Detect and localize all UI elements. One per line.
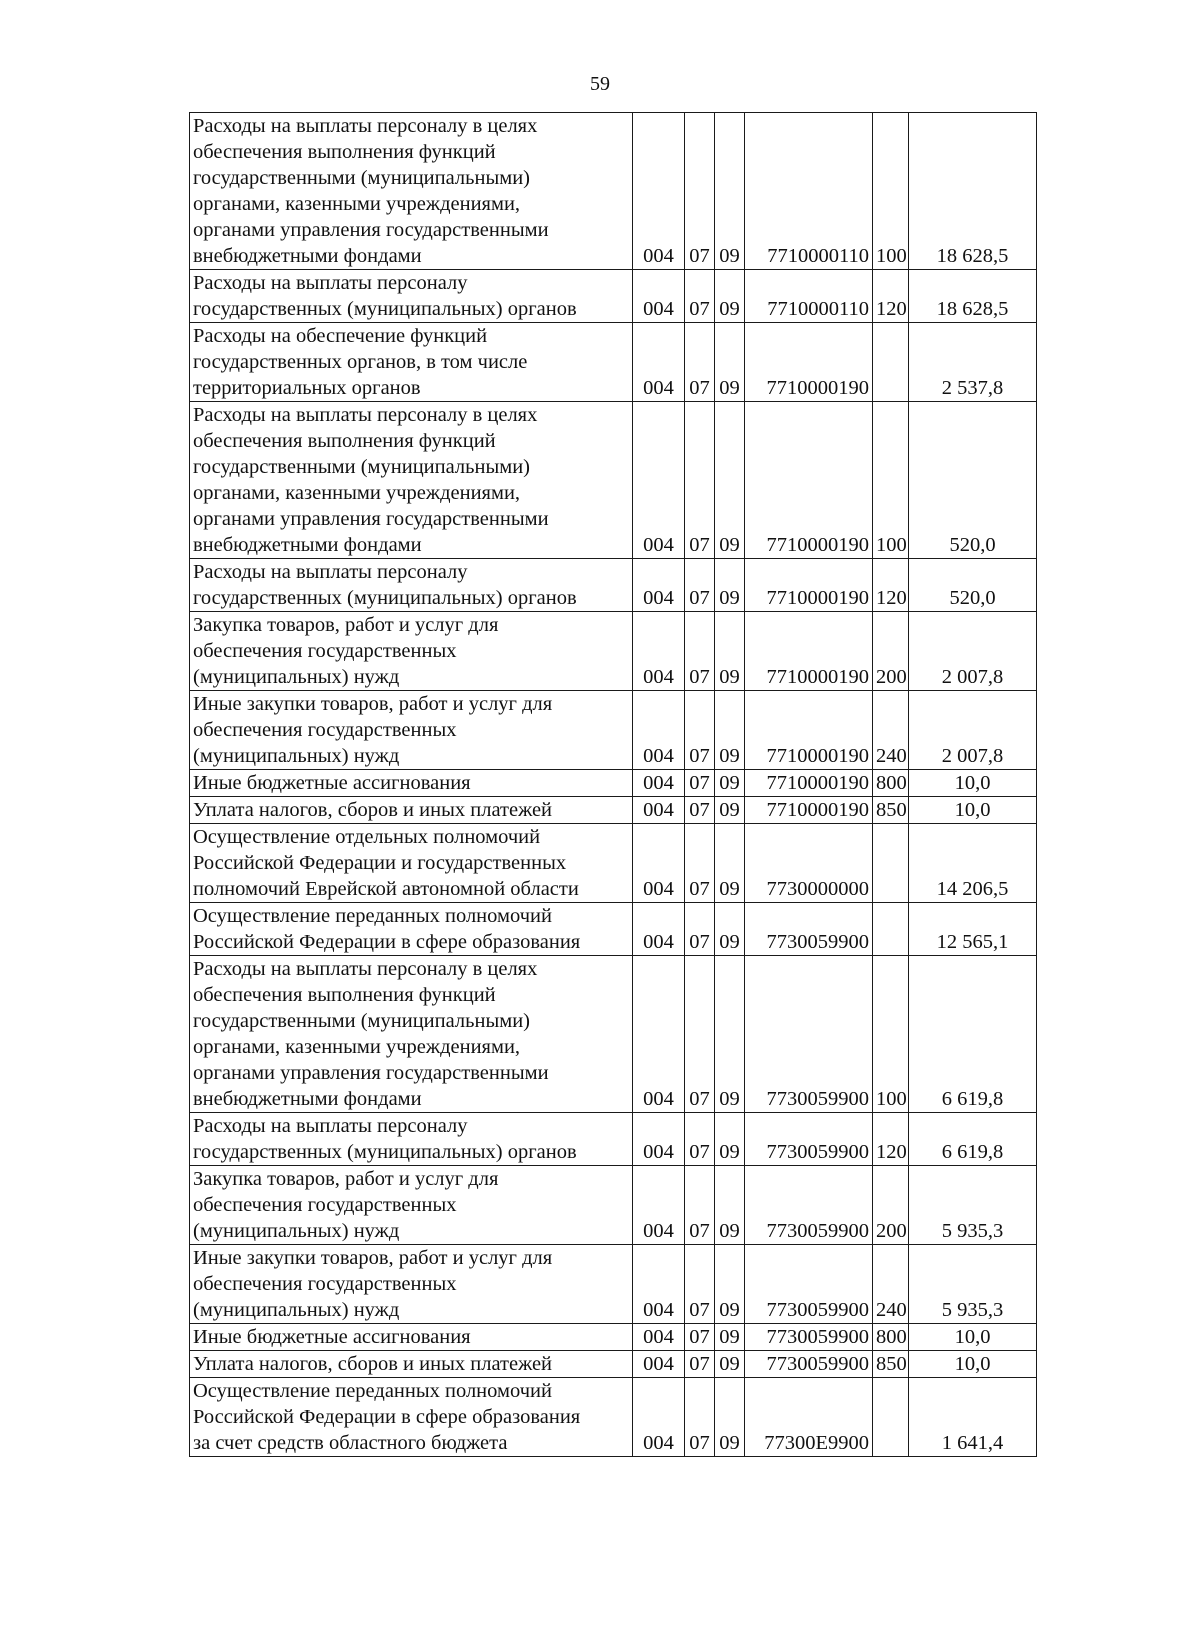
ministry-code-cell: 004 xyxy=(633,1324,685,1351)
expense-type-cell xyxy=(873,903,909,956)
expense-name-cell xyxy=(190,323,633,402)
expense-name-line: Осуществление переданных полномочий xyxy=(193,905,552,927)
section-code-cell: 07 xyxy=(685,1113,715,1166)
ministry-code-cell: 004 xyxy=(633,1351,685,1378)
expense-name-line: органами, казенными учреждениями, xyxy=(193,1036,521,1058)
expense-name-line: Иные закупки товаров, работ и услуг для xyxy=(193,693,553,715)
subsection-code-cell: 09 xyxy=(715,691,745,770)
amount-cell: 14 206,5 xyxy=(909,824,1037,903)
table-row xyxy=(190,612,1037,691)
expense-type-cell: 100 xyxy=(873,113,909,270)
expense-type-cell xyxy=(873,1378,909,1457)
target-article-cell: 7710000190 xyxy=(745,770,873,797)
expense-name-line: Расходы на выплаты персоналу xyxy=(193,1115,468,1137)
target-article-cell: 7730059900 xyxy=(745,903,873,956)
amount-cell: 2 007,8 xyxy=(909,612,1037,691)
amount-cell: 12 565,1 xyxy=(909,903,1037,956)
amount-cell: 520,0 xyxy=(909,402,1037,559)
expense-name-line: обеспечения государственных xyxy=(193,1194,457,1216)
table-row xyxy=(190,797,1037,824)
table-row xyxy=(190,1113,1037,1166)
ministry-code-cell: 004 xyxy=(633,1166,685,1245)
ministry-code-cell: 004 xyxy=(633,323,685,402)
expense-name-line: за счет средств областного бюджета xyxy=(193,1432,508,1454)
target-article-cell: 7730059900 xyxy=(745,1113,873,1166)
subsection-code-cell: 09 xyxy=(715,113,745,270)
expense-name-line: органами управления государственными xyxy=(193,1062,549,1084)
section-code-cell: 07 xyxy=(685,956,715,1113)
section-code-cell: 07 xyxy=(685,113,715,270)
amount-cell: 6 619,8 xyxy=(909,956,1037,1113)
expense-name-line: Расходы на обеспечение функций xyxy=(193,325,488,347)
ministry-code-cell: 004 xyxy=(633,770,685,797)
expense-name-line: Расходы на выплаты персоналу xyxy=(193,561,468,583)
target-article-cell: 7710000190 xyxy=(745,559,873,612)
expense-name-line: Расходы на выплаты персоналу xyxy=(193,272,468,294)
amount-cell: 18 628,5 xyxy=(909,270,1037,323)
ministry-code-cell: 004 xyxy=(633,559,685,612)
expense-name-line: обеспечения выполнения функций xyxy=(193,984,496,1006)
table-row xyxy=(190,323,1037,402)
subsection-code-cell: 09 xyxy=(715,270,745,323)
expense-name-line: Закупка товаров, работ и услуг для xyxy=(193,1168,499,1190)
expense-name-cell xyxy=(190,402,633,559)
expense-name-line: полномочий Еврейской автономной области xyxy=(193,878,579,900)
expense-type-cell xyxy=(873,323,909,402)
table-row xyxy=(190,1245,1037,1324)
expense-name-cell xyxy=(190,797,633,824)
target-article-cell: 7730059900 xyxy=(745,956,873,1113)
expense-name-cell xyxy=(190,903,633,956)
expense-type-cell: 240 xyxy=(873,691,909,770)
section-code-cell: 07 xyxy=(685,1378,715,1457)
expense-name-line: Российской Федерации в сфере образования xyxy=(193,931,581,953)
expense-name-cell xyxy=(190,691,633,770)
table-row xyxy=(190,956,1037,1113)
expense-name-line: Осуществление отдельных полномочий xyxy=(193,826,541,848)
expense-name-cell xyxy=(190,1113,633,1166)
section-code-cell: 07 xyxy=(685,323,715,402)
expense-type-cell: 850 xyxy=(873,1351,909,1378)
section-code-cell: 07 xyxy=(685,402,715,559)
section-code-cell: 07 xyxy=(685,1324,715,1351)
table-row xyxy=(190,402,1037,559)
amount-cell: 1 641,4 xyxy=(909,1378,1037,1457)
subsection-code-cell: 09 xyxy=(715,1324,745,1351)
expense-name-line: внебюджетными фондами xyxy=(193,1088,422,1110)
ministry-code-cell: 004 xyxy=(633,956,685,1113)
expense-name-cell xyxy=(190,612,633,691)
table-row xyxy=(190,1378,1037,1457)
expense-name-line: Уплата налогов, сборов и иных платежей xyxy=(193,1353,553,1375)
amount-cell: 2 537,8 xyxy=(909,323,1037,402)
expense-name-line: государственными (муниципальными) xyxy=(193,167,530,189)
section-code-cell: 07 xyxy=(685,770,715,797)
subsection-code-cell: 09 xyxy=(715,903,745,956)
expense-name-cell xyxy=(190,113,633,270)
page-number: 59 xyxy=(590,73,610,95)
expense-name-line: государственных (муниципальных) органов xyxy=(193,587,577,609)
expense-name-line: органами, казенными учреждениями, xyxy=(193,193,521,215)
amount-cell: 6 619,8 xyxy=(909,1113,1037,1166)
subsection-code-cell: 09 xyxy=(715,559,745,612)
amount-cell: 2 007,8 xyxy=(909,691,1037,770)
subsection-code-cell: 09 xyxy=(715,402,745,559)
expense-name-line: Российской Федерации в сфере образования xyxy=(193,1406,581,1428)
ministry-code-cell: 004 xyxy=(633,402,685,559)
expense-name-line: государственных (муниципальных) органов xyxy=(193,1141,577,1163)
section-code-cell: 07 xyxy=(685,1166,715,1245)
amount-cell: 10,0 xyxy=(909,797,1037,824)
amount-cell: 18 628,5 xyxy=(909,113,1037,270)
expense-name-cell xyxy=(190,770,633,797)
expense-name-cell xyxy=(190,270,633,323)
ministry-code-cell: 004 xyxy=(633,612,685,691)
subsection-code-cell: 09 xyxy=(715,1166,745,1245)
subsection-code-cell: 09 xyxy=(715,1113,745,1166)
target-article-cell: 7710000190 xyxy=(745,323,873,402)
section-code-cell: 07 xyxy=(685,1245,715,1324)
table-row xyxy=(190,824,1037,903)
section-code-cell: 07 xyxy=(685,270,715,323)
subsection-code-cell: 09 xyxy=(715,1378,745,1457)
subsection-code-cell: 09 xyxy=(715,797,745,824)
table-row xyxy=(190,770,1037,797)
expense-name-cell xyxy=(190,1324,633,1351)
target-article-cell: 77300E9900 xyxy=(745,1378,873,1457)
target-article-cell: 7710000190 xyxy=(745,402,873,559)
expense-type-cell: 200 xyxy=(873,612,909,691)
table-row xyxy=(190,113,1037,270)
expense-type-cell: 100 xyxy=(873,402,909,559)
target-article-cell: 7710000110 xyxy=(745,113,873,270)
expense-name-line: Осуществление переданных полномочий xyxy=(193,1380,552,1402)
table-row xyxy=(190,1324,1037,1351)
ministry-code-cell: 004 xyxy=(633,797,685,824)
expense-type-cell: 800 xyxy=(873,770,909,797)
expense-name-line: территориальных органов xyxy=(193,377,421,399)
expense-type-cell: 850 xyxy=(873,797,909,824)
target-article-cell: 7730059900 xyxy=(745,1245,873,1324)
target-article-cell: 7710000190 xyxy=(745,797,873,824)
subsection-code-cell: 09 xyxy=(715,824,745,903)
section-code-cell: 07 xyxy=(685,559,715,612)
target-article-cell: 7710000190 xyxy=(745,612,873,691)
amount-cell: 5 935,3 xyxy=(909,1166,1037,1245)
expense-name-cell xyxy=(190,1351,633,1378)
expense-type-cell xyxy=(873,824,909,903)
ministry-code-cell: 004 xyxy=(633,824,685,903)
expense-name-line: обеспечения государственных xyxy=(193,1273,457,1295)
ministry-code-cell: 004 xyxy=(633,1113,685,1166)
table-body xyxy=(190,113,1037,1457)
expense-name-line: государственными (муниципальными) xyxy=(193,456,530,478)
target-article-cell: 7730059900 xyxy=(745,1351,873,1378)
expense-type-cell: 100 xyxy=(873,956,909,1113)
expense-name-cell xyxy=(190,956,633,1113)
expense-name-line: (муниципальных) нужд xyxy=(193,1299,400,1321)
expense-name-line: органами, казенными учреждениями, xyxy=(193,482,521,504)
amount-cell: 5 935,3 xyxy=(909,1245,1037,1324)
expense-name-line: государственными (муниципальными) xyxy=(193,1010,530,1032)
ministry-code-cell: 004 xyxy=(633,1378,685,1457)
expense-name-line: Расходы на выплаты персоналу в целях xyxy=(193,404,538,426)
budget-table xyxy=(189,112,1037,1457)
expense-type-cell: 240 xyxy=(873,1245,909,1324)
subsection-code-cell: 09 xyxy=(715,956,745,1113)
expense-name-line: обеспечения выполнения функций xyxy=(193,141,496,163)
expense-type-cell: 200 xyxy=(873,1166,909,1245)
expense-name-cell xyxy=(190,1245,633,1324)
amount-cell: 10,0 xyxy=(909,1351,1037,1378)
ministry-code-cell: 004 xyxy=(633,113,685,270)
target-article-cell: 7710000190 xyxy=(745,691,873,770)
expense-name-line: внебюджетными фондами xyxy=(193,245,422,267)
expense-name-line: обеспечения государственных xyxy=(193,719,457,741)
section-code-cell: 07 xyxy=(685,903,715,956)
expense-name-line: Закупка товаров, работ и услуг для xyxy=(193,614,499,636)
table-row xyxy=(190,903,1037,956)
section-code-cell: 07 xyxy=(685,612,715,691)
table-row xyxy=(190,270,1037,323)
table-row xyxy=(190,1166,1037,1245)
ministry-code-cell: 004 xyxy=(633,691,685,770)
expense-name-line: Российской Федерации и государственных xyxy=(193,852,567,874)
expense-name-line: внебюджетными фондами xyxy=(193,534,422,556)
ministry-code-cell: 004 xyxy=(633,270,685,323)
expense-name-cell xyxy=(190,1166,633,1245)
amount-cell: 520,0 xyxy=(909,559,1037,612)
expense-name-line: (муниципальных) нужд xyxy=(193,745,400,767)
amount-cell: 10,0 xyxy=(909,1324,1037,1351)
expense-type-cell: 120 xyxy=(873,1113,909,1166)
expense-name-cell xyxy=(190,1378,633,1457)
expense-type-cell: 120 xyxy=(873,559,909,612)
expense-name-cell xyxy=(190,824,633,903)
target-article-cell: 7730000000 xyxy=(745,824,873,903)
section-code-cell: 07 xyxy=(685,824,715,903)
subsection-code-cell: 09 xyxy=(715,1245,745,1324)
table-row xyxy=(190,559,1037,612)
section-code-cell: 07 xyxy=(685,797,715,824)
subsection-code-cell: 09 xyxy=(715,1351,745,1378)
expense-name-line: Иные бюджетные ассигнования xyxy=(193,772,471,794)
expense-name-line: Расходы на выплаты персоналу в целях xyxy=(193,958,538,980)
expense-name-line: обеспечения выполнения функций xyxy=(193,430,496,452)
amount-cell: 10,0 xyxy=(909,770,1037,797)
table-row xyxy=(190,691,1037,770)
target-article-cell: 7730059900 xyxy=(745,1324,873,1351)
expense-name-line: государственных (муниципальных) органов xyxy=(193,298,577,320)
expense-name-line: Уплата налогов, сборов и иных платежей xyxy=(193,799,553,821)
expense-name-line: Иные бюджетные ассигнования xyxy=(193,1326,471,1348)
target-article-cell: 7730059900 xyxy=(745,1166,873,1245)
expense-name-line: органами управления государственными xyxy=(193,508,549,530)
ministry-code-cell: 004 xyxy=(633,903,685,956)
expense-name-line: органами управления государственными xyxy=(193,219,549,241)
section-code-cell: 07 xyxy=(685,1351,715,1378)
expense-name-line: обеспечения государственных xyxy=(193,640,457,662)
target-article-cell: 7710000110 xyxy=(745,270,873,323)
expense-name-line: Иные закупки товаров, работ и услуг для xyxy=(193,1247,553,1269)
section-code-cell: 07 xyxy=(685,691,715,770)
subsection-code-cell: 09 xyxy=(715,770,745,797)
ministry-code-cell: 004 xyxy=(633,1245,685,1324)
subsection-code-cell: 09 xyxy=(715,612,745,691)
expense-name-line: государственных органов, в том числе xyxy=(193,351,528,373)
subsection-code-cell: 09 xyxy=(715,323,745,402)
expense-type-cell: 120 xyxy=(873,270,909,323)
expense-name-cell xyxy=(190,559,633,612)
expense-type-cell: 800 xyxy=(873,1324,909,1351)
expense-name-line: (муниципальных) нужд xyxy=(193,666,400,688)
expense-name-line: (муниципальных) нужд xyxy=(193,1220,400,1242)
table-row xyxy=(190,1351,1037,1378)
expense-name-line: Расходы на выплаты персоналу в целях xyxy=(193,115,538,137)
